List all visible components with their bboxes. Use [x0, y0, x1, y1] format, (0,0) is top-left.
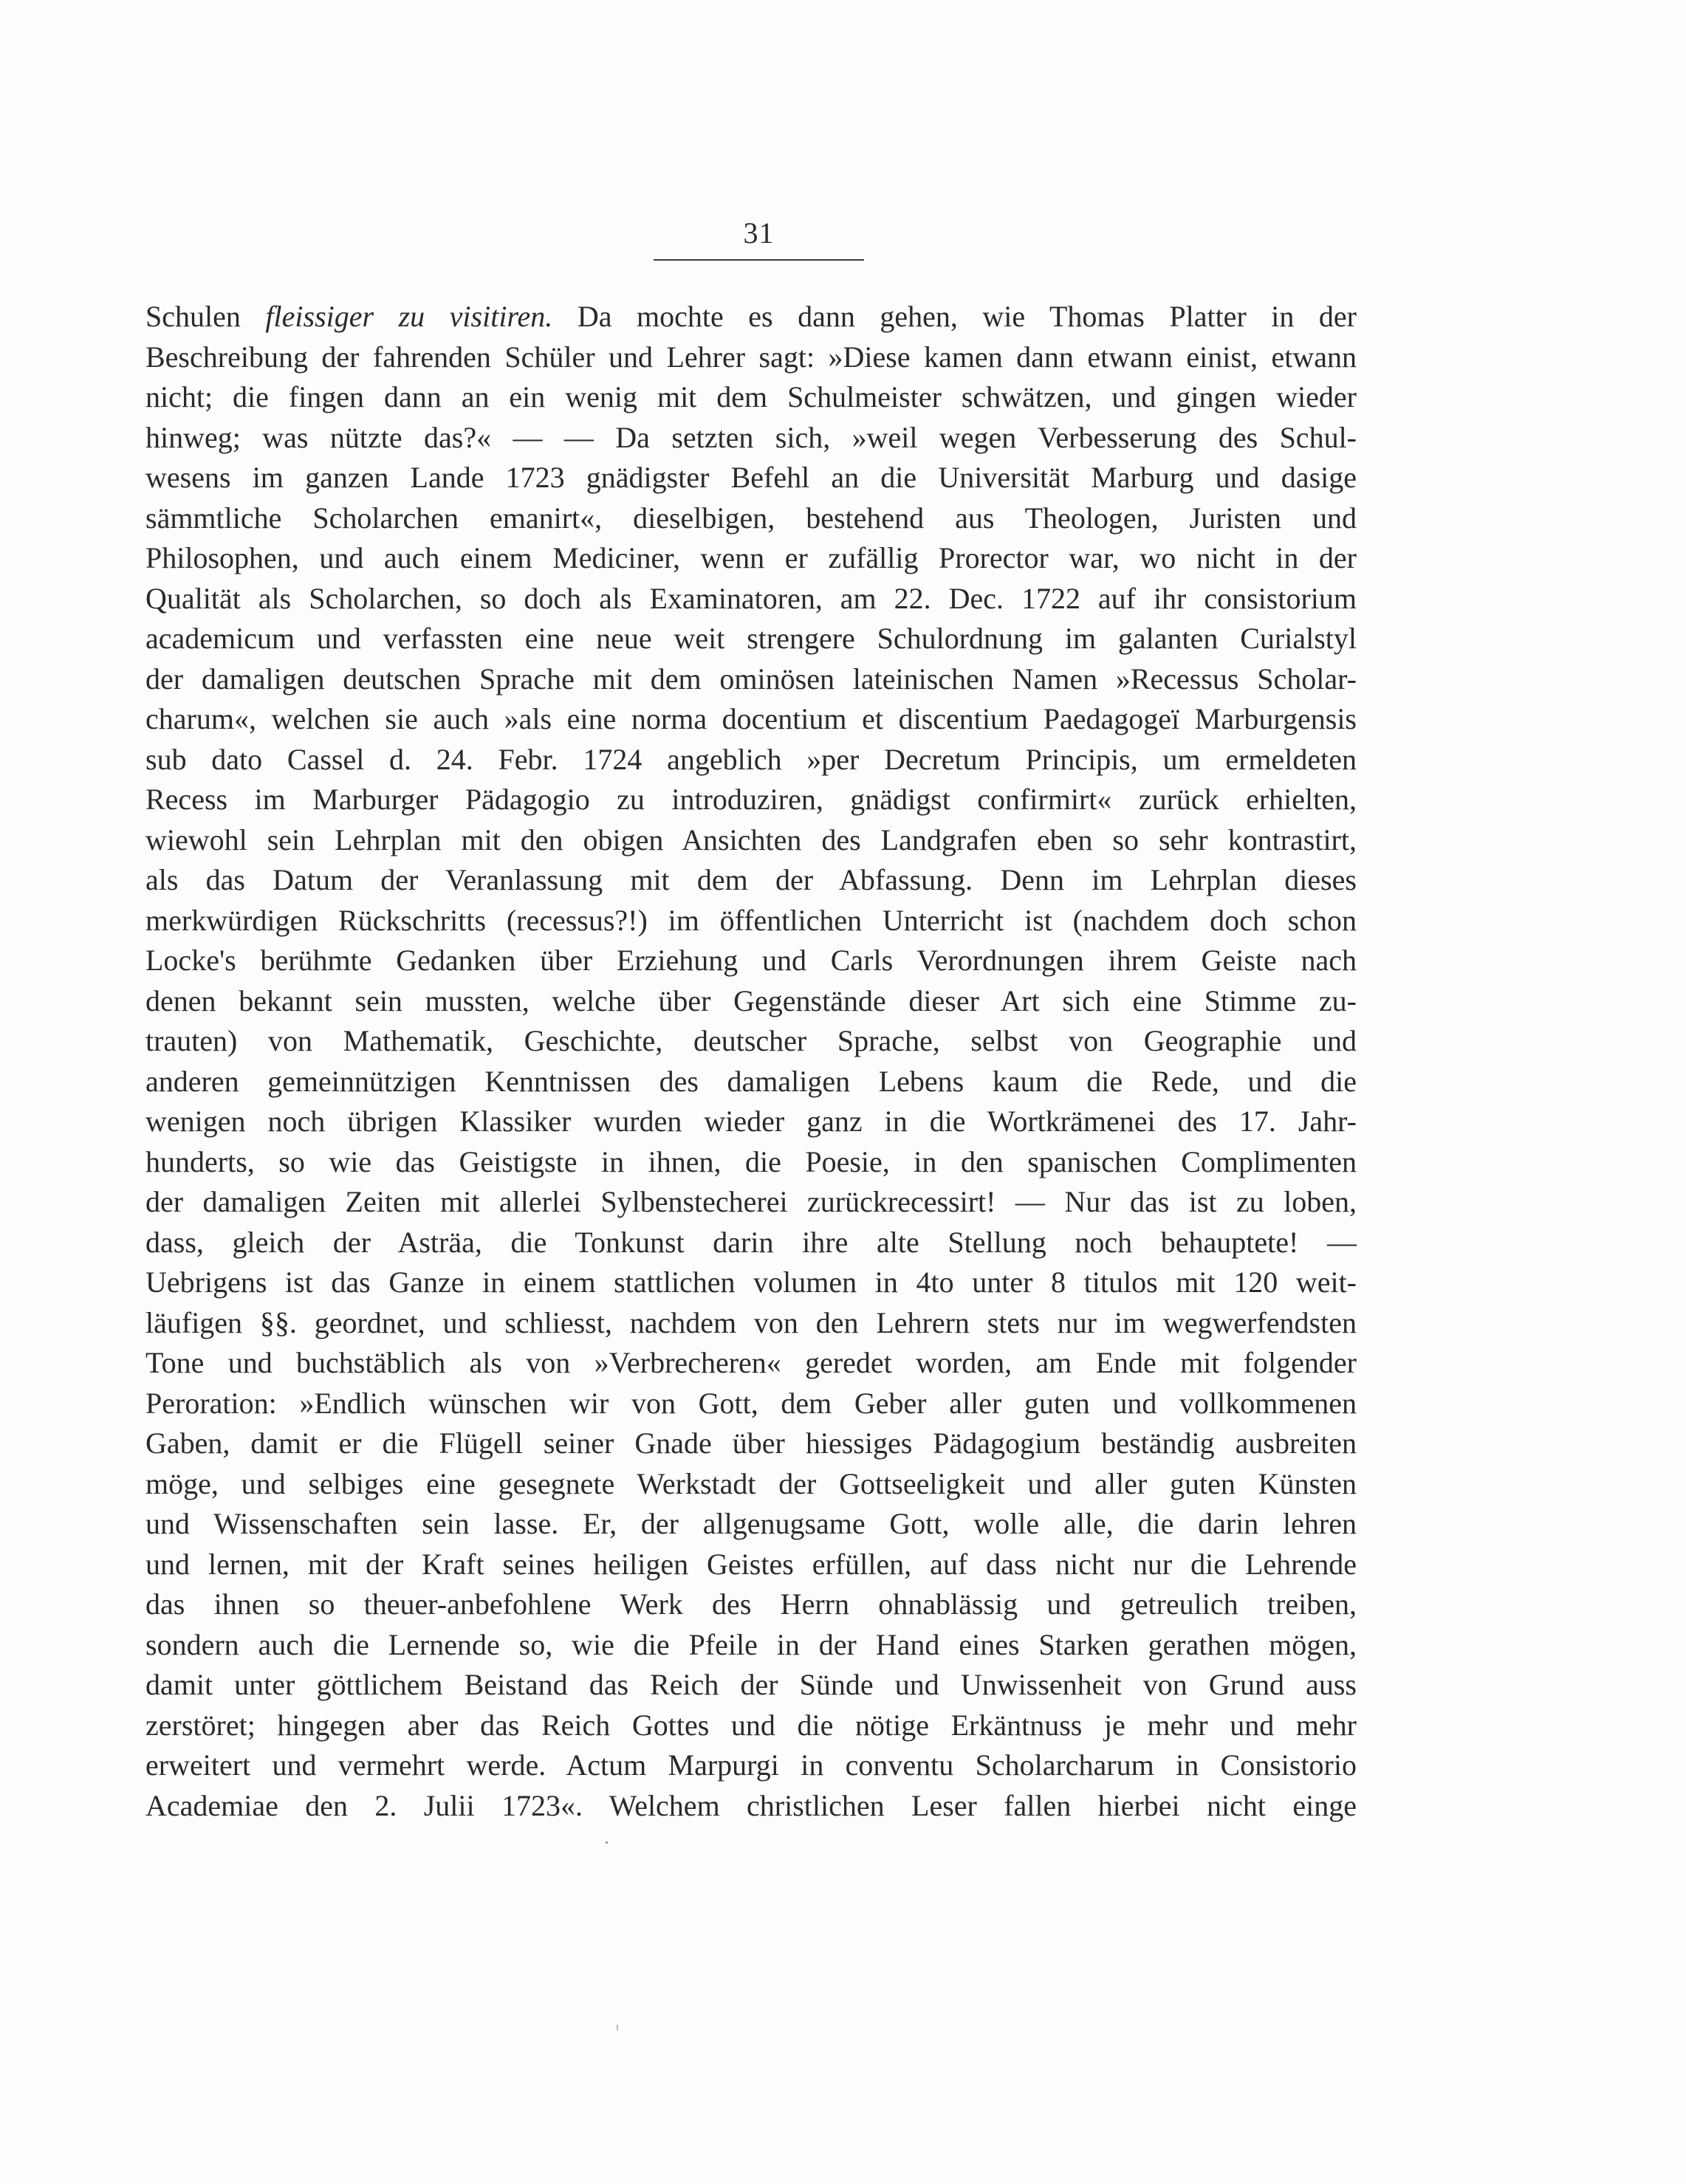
- text-line: zerstöret; hingegen aber das Reich Gottes und die nötige Erkäntnuss je mehr und mehr: [145, 1708, 1357, 1742]
- text-line: erweitert und vermehrt werde. Actum Marpurgi in conventu Scholarcharum in Consistorio: [145, 1748, 1357, 1782]
- text-line: Beschreibung der fahrenden Schüler und Lehrer sagt: »Diese kamen dann etwann einist, etwann: [145, 340, 1357, 374]
- text-line: denen bekannt sein mussten, welche über Gegenstände dieser Art sich eine Stimme zu-: [145, 983, 1357, 1017]
- text-line: Recess im Marburger Pädagogio zu introduziren, gnädigst confirmirt« zurück erhielten,: [145, 783, 1357, 816]
- text-line: Philosophen, und auch einem Mediciner, wenn er zufällig Prorector war, wo nicht in der: [145, 541, 1357, 574]
- text-line: academicum und verfassten eine neue weit strengere Schulordnung im galanten Curialstyl: [145, 622, 1357, 655]
- text-line: Peroration: »Endlich wünschen wir von Gott, dem Geber aller guten und vollkommenen: [145, 1386, 1357, 1420]
- text-line: Qualität als Scholarchen, so doch als Examinatoren, am 22. Dec. 1722 auf ihr consistorium: [145, 581, 1357, 615]
- text-line: anderen gemeinnützigen Kenntnissen des damaligen Lebens kaum die Rede, und die: [145, 1064, 1357, 1098]
- text-line: das ihnen so theuer-anbefohlene Werk des Herrn ohnablässig und getreulich treiben,: [145, 1587, 1357, 1621]
- text-line: nicht; die fingen dann an ein wenig mit dem Schulmeister schwätzen, und gingen wieder: [145, 380, 1357, 413]
- text-line: sub dato Cassel d. 24. Febr. 1724 angeblich »per Decretum Principis, um ermeldeten: [145, 742, 1357, 776]
- text-line: hinweg; was nützte das?« — — Da setzten sich, »weil wegen Verbesserung des Schul-: [145, 420, 1357, 454]
- text-line: hunderts, so wie das Geistigste in ihnen, die Poesie, in den spanischen Complimenten: [145, 1144, 1357, 1178]
- text-line: Tone und buchstäblich als von »Verbrecheren« geredet worden, am Ende mit folgender: [145, 1346, 1357, 1379]
- text-line: der damaligen deutschen Sprache mit dem ominösen lateinischen Namen »Recessus Scholar-: [145, 662, 1357, 696]
- text-line: [145, 297, 1357, 337]
- text-lines: [145, 337, 1357, 1827]
- text-line: sondern auch die Lernende so, wie die Pfeile in der Hand eines Starken gerathen mögen,: [145, 1627, 1357, 1661]
- page-number: 31: [743, 216, 775, 250]
- text-line: merkwürdigen Rückschritts (recessus?!) im öffentlichen Unterricht ist (nachdem doch schon: [145, 903, 1357, 937]
- line-lead: Schulen: [145, 300, 266, 333]
- text-line: dass, gleich der Asträa, die Tonkunst darin ihre alte Stellung noch behauptete! —: [145, 1225, 1357, 1259]
- ink-speck: [606, 1841, 608, 1844]
- body-text: [145, 297, 1357, 1826]
- text-line: sämmtliche Scholarchen emanirt«, dieselbigen, bestehend aus Theologen, Juristen und: [145, 501, 1357, 535]
- text-line: möge, und selbiges eine gesegnete Werkstadt der Gottseeligkeit und aller guten Künsten: [145, 1466, 1357, 1500]
- text-line: charum«, welchen sie auch »als eine norma docentium et discentium Paedagogeï Marburgensis: [145, 702, 1357, 735]
- text-line: damit unter göttlichem Beistand das Reich der Sünde und Unwissenheit von Grund auss: [145, 1668, 1357, 1701]
- line-rest: Da mochte es dann gehen, wie Thomas Platter in der: [552, 300, 1357, 333]
- text-line: Academiae den 2. Julii 1723«. Welchem christlichen Leser fallen hierbei nicht einge: [145, 1788, 1357, 1822]
- text-line: Uebrigens ist das Ganze in einem stattlichen volumen in 4to unter 8 titulos mit 120 weit-: [145, 1266, 1357, 1299]
- ink-speck: [617, 2025, 618, 2030]
- text-line: als das Datum der Veranlassung mit dem der Abfassung. Denn im Lehrplan dieses: [145, 863, 1357, 896]
- text-line: wenigen noch übrigen Klassiker wurden wieder ganz in die Wortkrämenei des 17. Jahr-: [145, 1105, 1357, 1138]
- text-line: der damaligen Zeiten mit allerlei Sylbenstecherei zurückrecessirt! — Nur das ist zu loben,: [145, 1185, 1357, 1218]
- text-line: Gaben, damit er die Flügell seiner Gnade über hiessiges Pädagogium beständig ausbreiten: [145, 1426, 1357, 1460]
- text-line: Locke's berühmte Gedanken über Erziehung und Carls Verordnungen ihrem Geiste nach: [145, 944, 1357, 977]
- text-line: läufigen §§. geordnet, und schliesst, nachdem von den Lehrern stets nur im wegwerfendsten: [145, 1305, 1357, 1339]
- header-rule: [654, 259, 864, 261]
- text-line: trauten) von Mathematik, Geschichte, deutscher Sprache, selbst von Geographie und: [145, 1024, 1357, 1057]
- text-line: und lernen, mit der Kraft seines heiligen Geistes erfüllen, auf dass nicht nur die Lehrende: [145, 1547, 1357, 1581]
- italic-phrase: fleissiger zu visitiren.: [265, 300, 553, 333]
- text-line: wiewohl sein Lehrplan mit den obigen Ansichten des Landgrafen eben so sehr kontrastirt,: [145, 823, 1357, 856]
- text-line: wesens im ganzen Lande 1723 gnädigster Befehl an die Universität Marburg und dasige: [145, 461, 1357, 494]
- text-line: und Wissenschaften sein lasse. Er, der allgenugsame Gott, wolle alle, die darin lehren: [145, 1507, 1357, 1540]
